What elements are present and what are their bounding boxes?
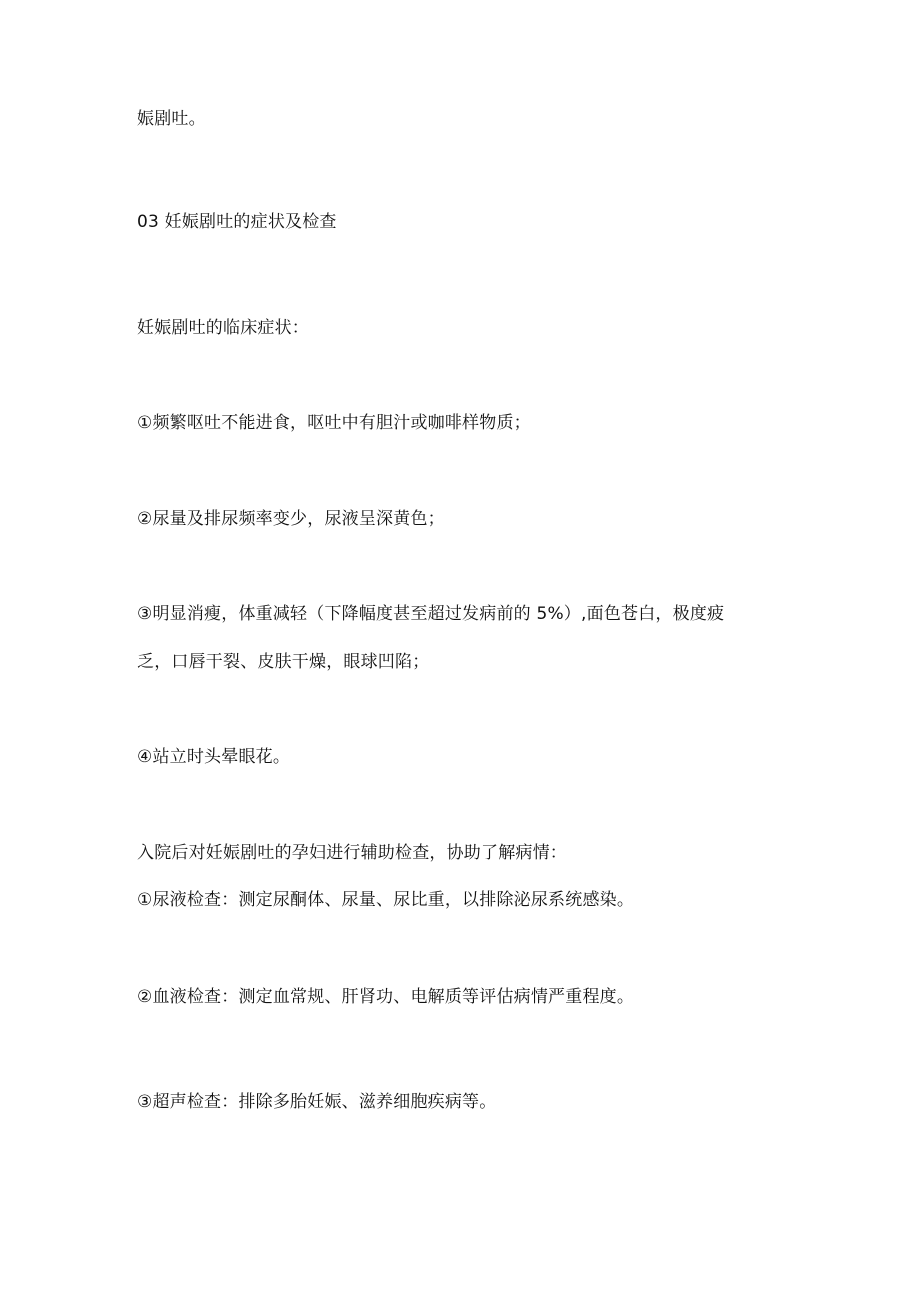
exam-item-1: ①尿液检查：测定尿酮体、尿量、尿比重，以排除泌尿系统感染。	[137, 890, 635, 910]
symptoms-intro: 妊娠剧吐的临床症状：	[137, 318, 309, 338]
exam-item-2: ②血液检查：测定血常规、肝肾功、电解质等评估病情严重程度。	[137, 987, 635, 1007]
exam-intro: 入院后对妊娠剧吐的孕妇进行辅助检查，协助了解病情：	[137, 843, 567, 863]
symptom-item-2: ②尿量及排尿频率变少，尿液呈深黄色；	[137, 509, 445, 529]
symptom-item-3-line-1: ③明显消瘦，体重减轻（下降幅度甚至超过发病前的 5%）,面色苍白，极度疲	[137, 604, 725, 624]
exam-item-3: ③超声检查：排除多胎妊娠、滋养细胞疾病等。	[137, 1092, 497, 1112]
text-line-continuation: 娠剧吐。	[137, 109, 206, 129]
symptom-item-1: ①频繁呕吐不能进食，呕吐中有胆汁或咖啡样物质；	[137, 413, 531, 433]
section-heading: 03 妊娠剧吐的症状及检查	[137, 212, 337, 232]
symptom-item-4: ④站立时头晕眼花。	[137, 747, 291, 767]
symptom-item-3-line-2: 乏，口唇干裂、皮肤干燥，眼球凹陷；	[137, 652, 430, 672]
